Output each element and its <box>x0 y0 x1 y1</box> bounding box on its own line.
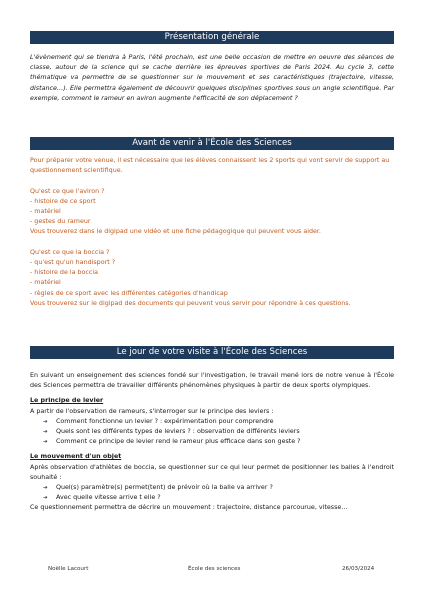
list-item: - règles de ce sport avec les différentes catégories d'handicap <box>30 289 228 297</box>
aviron-question: Qu'est ce que l'aviron ? <box>30 187 105 195</box>
arrow-bullet-icon: ➔ <box>43 495 48 502</box>
section-title: Avant de venir à l'École des Sciences <box>132 138 292 148</box>
section-title: Présentation générale <box>164 32 260 42</box>
bullet-item: ➔ Comment ce principe de levier rend le rameur plus efficace dans son geste ? <box>30 437 394 447</box>
section-banner-presentation <box>30 31 394 44</box>
avant-section-content <box>30 156 394 309</box>
list-item: - histoire de ce sport <box>30 197 96 205</box>
avant-intro: Pour préparer votre venue, il est nécessaire que les élèves connaissent les 2 sports qui vont servir de support au questionnement scientifique. <box>30 157 390 175</box>
list-item: - matériel <box>30 279 61 287</box>
arrow-bullet-icon: ➔ <box>43 418 48 425</box>
bullet-item: ➔ Avec quelle vitesse arrive t elle ? <box>30 493 394 503</box>
footer-center: École des sciences <box>188 566 241 572</box>
arrow-bullet-icon: ➔ <box>43 439 48 446</box>
footer-author: Noëlle Lacourt <box>48 566 89 572</box>
levier-subheading: Le principe de levier <box>30 397 104 405</box>
arrow-bullet-icon: ➔ <box>43 485 48 492</box>
footer-date: 26/03/2024 <box>342 566 375 572</box>
aviron-note: Vous trouverez dans le digipad une vidéo et une fiche pédagogique qui peuvent vous aider. <box>30 228 321 236</box>
section-banner-jour-visite <box>30 346 394 359</box>
visite-intro: En suivant un enseignement des sciences fondé sur l'investigation, le travail mené lors de notre venue à l'École des Sciences permettra de travailler différents phénomènes physiques à partir de deux sports olympiques. <box>30 372 394 390</box>
bullet-item: ➔ Quels sont les différents types de leviers ? : observation de différents leviers <box>30 427 394 437</box>
mouvement-subheading: Le mouvement d'un objet <box>30 453 122 461</box>
list-item: - histoire de la boccia <box>30 269 99 277</box>
mouvement-intro: Après observation d'athlètes de boccia, se questionner sur ce qui leur permet de positionner les balles à l'endroit souhaité : <box>30 463 394 481</box>
bullet-item: ➔ Quel(s) paramètre(s) permet(tent) de prévoir où la balle va arriver ? <box>30 483 394 493</box>
section-banner-avant <box>30 137 394 150</box>
levier-intro: A partir de l'observation de rameurs, s'interroger sur le principe des leviers : <box>30 407 274 415</box>
presentation-paragraph: L'évènement qui se tiendra à Paris, l'été prochain, est une belle occasion de mettre en oeuvre des séances de classe, autour de la science qui se cache derrière les épreuves sportives de Paris 2024. Au cycle 3, cette thématique va permettre de se questionner sur le mouvement et ses caractéristiques (trajectoire, vitesse, distance…). Elle permettra également de découvrir quelques disciplines sportives sous un angle scientifique. Par exemple, comment le rameur en aviron augmente l'efficacité de son déplacement ? <box>30 54 394 102</box>
section-title: Le jour de votre visite à l'École des Sciences <box>116 347 308 357</box>
list-item: - matériel <box>30 208 61 215</box>
visite-conclusion: Ce questionnement permettra de décrire un mouvement : trajectoire, distance parcourue, vitesse… <box>30 504 348 512</box>
arrow-bullet-icon: ➔ <box>43 429 48 436</box>
boccia-question: Qu'est ce que la boccia ? <box>30 248 110 256</box>
bullet-item: ➔ Comment fonctionne un levier ? : expérimentation pour comprendre <box>30 417 394 427</box>
list-item: - gestes du rameur <box>30 218 91 226</box>
boccia-note: Vous trouverez sur le digipad des documents qui peuvent vous servir pour répondre à ces questions. <box>30 299 351 307</box>
visite-section-content <box>30 371 394 514</box>
list-item: - qu'est qu'un handisport ? <box>30 259 116 266</box>
